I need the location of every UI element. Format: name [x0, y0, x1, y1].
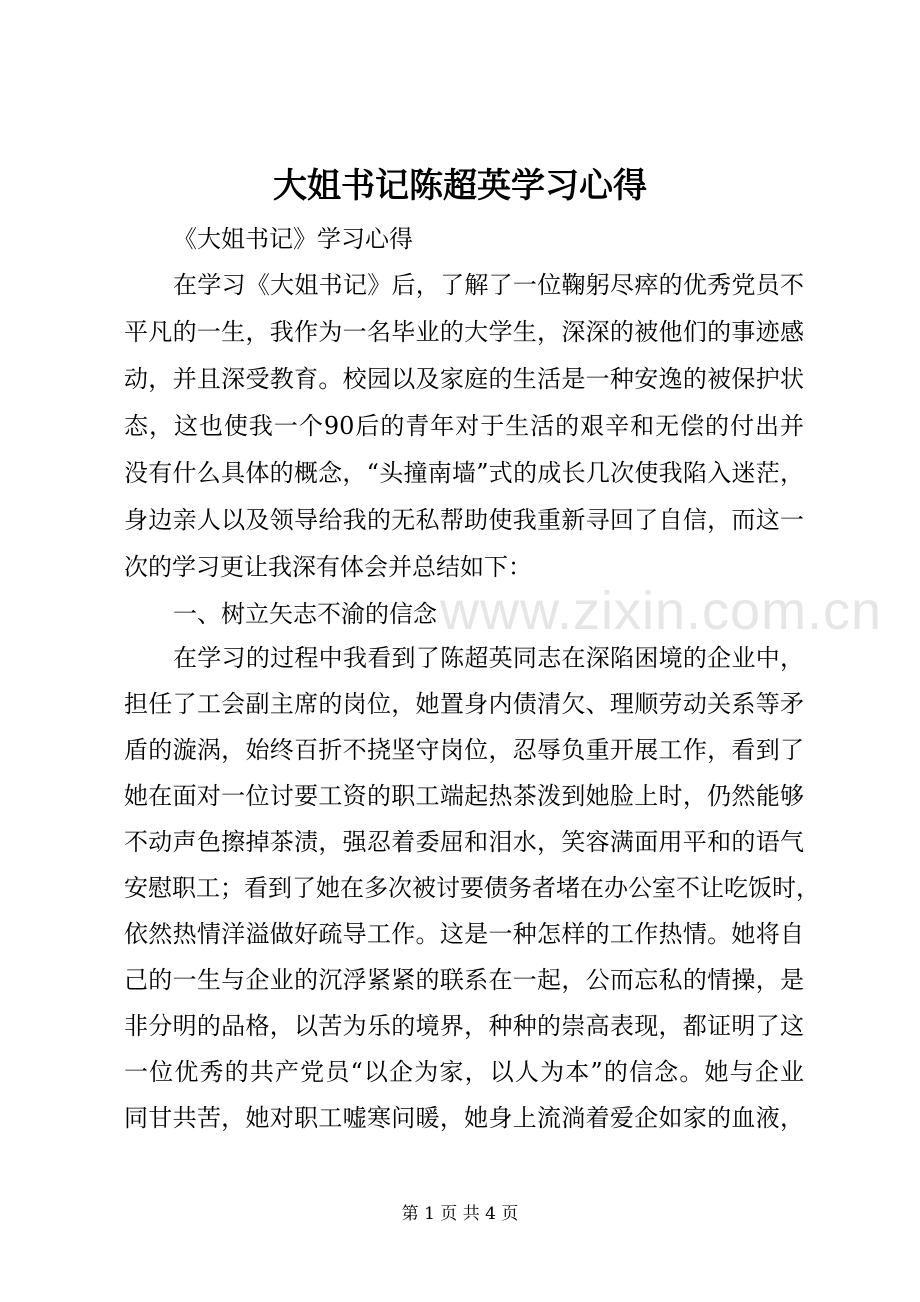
paragraph-line: 同甘共苦，她对职工嘘寒问暖，她身上流淌着爱企如家的血液，: [124, 1104, 804, 1132]
paragraph-line: 一位优秀的共产党员“以企为家，以人为本”的信念。她与企业: [124, 1058, 804, 1086]
paragraph-line: 次的学习更让我深有体会并总结如下：: [124, 553, 532, 581]
paragraph-line: 不动声色擦掉茶渍，强忍着委屈和泪水，笑容满面用平和的语气: [124, 828, 804, 856]
paragraph-line: 安慰职工；看到了她在多次被讨要债务者堵在办公室不让吃饭时，: [124, 874, 820, 902]
watermark: www.zixin.com.cn: [440, 581, 883, 641]
page-footer: 第 1 页 共 4 页: [401, 1204, 519, 1224]
paragraph-line: 态，这也使我一个90后的青年对于生活的艰辛和无偿的付出并: [124, 412, 804, 440]
paragraph-line: 在学习《大姐书记》后，了解了一位鞠躬尽瘁的优秀党员不: [173, 271, 804, 299]
paragraph-line: 盾的漩涡，始终百折不挠坚守岗位，忍辱负重开展工作，看到了: [124, 736, 804, 764]
paragraph-line: 担任了工会副主席的岗位，她置身内债清欠、理顺劳动关系等矛: [124, 690, 804, 718]
paragraph-line: 依然热情洋溢做好疏导工作。这是一种怎样的工作热情。她将自: [124, 920, 804, 948]
paragraph-line: 身边亲人以及领导给我的无私帮助使我重新寻回了自信，而这一: [124, 506, 804, 534]
paragraph-line: 平凡的一生，我作为一名毕业的大学生，深深的被他们的事迹感: [124, 318, 804, 346]
paragraph-line: 动，并且深受教育。校园以及家庭的生活是一种安逸的被保护状: [124, 365, 804, 393]
document-title: 大姐书记陈超英学习心得: [273, 166, 647, 206]
paragraph-line: 在学习的过程中我看到了陈超英同志在深陷困境的企业中，: [173, 644, 804, 672]
section-heading: 一、树立矢志不渝的信念: [173, 600, 437, 628]
document-subtitle: 《大姐书记》学习心得: [173, 225, 413, 253]
paragraph-line: 没有什么具体的概念，“头撞南墙”式的成长几次使我陷入迷茫，: [124, 459, 804, 487]
paragraph-line: 己的一生与企业的沉浮紧紧的联系在一起，公而忘私的情操，是: [124, 966, 804, 994]
paragraph-line: 非分明的品格，以苦为乐的境界，种种的崇高表现，都证明了这: [124, 1012, 804, 1040]
paragraph-line: 她在面对一位讨要工资的职工端起热茶泼到她脸上时，仍然能够: [124, 782, 804, 810]
